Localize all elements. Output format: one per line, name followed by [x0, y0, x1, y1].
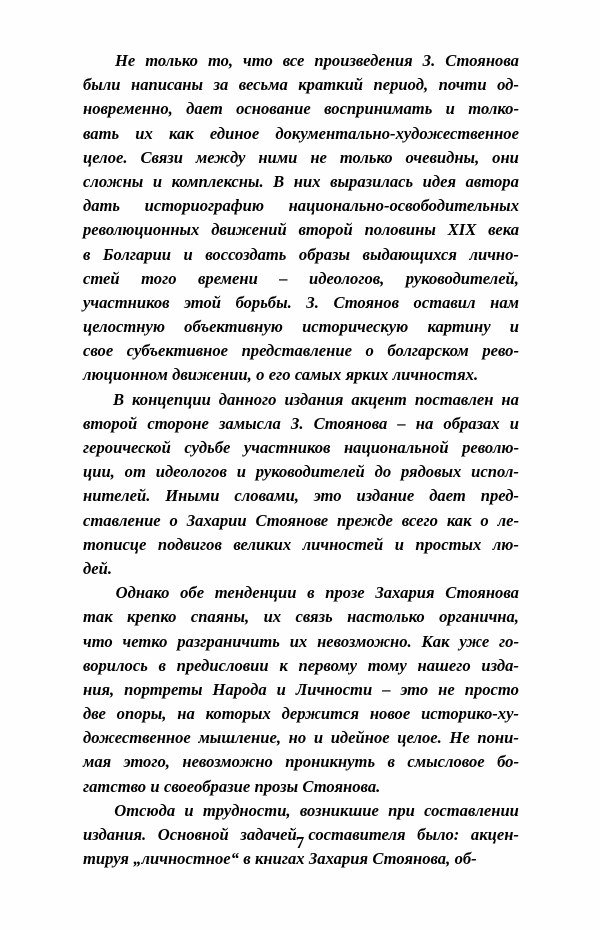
text-line	[83, 218, 519, 242]
word: только	[339, 147, 393, 167]
text-line	[83, 49, 519, 73]
word: времени	[197, 268, 258, 288]
word: на	[415, 413, 434, 433]
word: толко-	[468, 99, 519, 119]
word: нителей.	[83, 486, 151, 506]
word: Стоянова	[445, 51, 519, 70]
word: и	[509, 317, 519, 337]
word: лично-	[469, 244, 519, 264]
word: Болгарии	[102, 244, 172, 264]
word: руководителей	[255, 462, 365, 482]
word: вать	[83, 123, 120, 143]
word: того	[141, 268, 177, 288]
word: революционных	[83, 220, 200, 240]
word: гатство	[83, 776, 147, 796]
word: о	[480, 510, 489, 530]
word: до	[374, 462, 392, 482]
word: составлении	[424, 800, 519, 820]
word: –	[397, 413, 406, 433]
word: крепко	[127, 607, 177, 627]
word: идея	[422, 171, 457, 191]
word: национально-освободительных	[288, 196, 519, 216]
text-line	[83, 339, 519, 363]
word: этой	[184, 292, 222, 312]
word: издания	[284, 389, 344, 409]
word: трудности,	[202, 800, 291, 820]
text-line	[83, 750, 519, 774]
word: ния,	[83, 679, 115, 699]
word: весьма	[238, 75, 288, 95]
word: автора	[465, 171, 519, 191]
word: всего	[401, 510, 438, 530]
word: что	[243, 51, 273, 70]
word: простых	[415, 534, 482, 554]
word: новое	[369, 704, 411, 724]
word: стей	[83, 268, 120, 288]
word: Не	[449, 728, 470, 748]
word: Захарии	[186, 510, 247, 530]
word: как	[169, 123, 194, 143]
word: руководителей,	[405, 268, 519, 288]
word: Захария	[375, 583, 435, 603]
word: концепции	[132, 389, 211, 409]
word: „личностное“	[133, 849, 239, 869]
word: что	[83, 631, 113, 651]
first-line-indent	[83, 799, 105, 823]
word: воспринимать	[324, 99, 433, 119]
word: Отсюда	[114, 800, 176, 820]
word: Стоянова,	[372, 849, 451, 869]
word: В	[112, 389, 125, 409]
word: и	[236, 462, 246, 482]
word: невозможно	[182, 752, 273, 772]
word: задачей	[240, 825, 297, 844]
word: книгах	[254, 849, 305, 869]
word: участников	[243, 438, 331, 457]
word: личностях.	[392, 365, 479, 385]
text-line	[83, 702, 519, 726]
word: возникшие	[299, 800, 379, 820]
word: тенденции	[214, 583, 297, 603]
word: настолько	[347, 607, 425, 627]
word: своеобразие	[163, 776, 251, 796]
word: издания.	[83, 825, 147, 844]
text-line	[83, 581, 519, 605]
word: все	[282, 51, 305, 70]
word: века	[488, 220, 519, 240]
word: так	[83, 607, 113, 627]
word: это	[400, 679, 429, 699]
first-line-indent	[83, 581, 105, 605]
word: словами,	[234, 486, 299, 506]
word: и	[509, 413, 519, 433]
word: документально-художественное	[275, 123, 519, 143]
word: выразилась	[330, 171, 414, 191]
word: замысла	[218, 413, 281, 433]
word: составителя	[308, 825, 406, 844]
body-text	[83, 49, 519, 871]
word: З.	[422, 51, 436, 70]
word: го-	[499, 631, 519, 651]
word: Стоянове	[255, 510, 329, 530]
word: они	[492, 147, 519, 167]
word: целостную	[83, 317, 165, 337]
word: мышление,	[198, 728, 281, 748]
word: половины	[364, 220, 436, 240]
word: второй	[83, 413, 138, 433]
word: представление	[241, 341, 352, 361]
word: единое	[209, 123, 260, 143]
word: ними	[258, 147, 298, 167]
word: но	[288, 728, 307, 748]
page-number: 7	[295, 833, 305, 852]
word: картину	[427, 317, 491, 337]
word: участников	[83, 292, 170, 312]
word: ставление	[83, 510, 161, 530]
word: судьбе	[184, 438, 231, 457]
word: связь	[295, 607, 333, 627]
word: акцент	[351, 389, 407, 409]
text-line	[83, 194, 519, 218]
word: предисловии	[176, 655, 269, 675]
word: идеологов,	[309, 268, 385, 288]
word: в	[243, 849, 251, 869]
word: рево-	[482, 341, 519, 361]
word: их	[135, 123, 153, 143]
word: Основной	[157, 825, 229, 844]
word: и	[184, 800, 194, 820]
word: и	[445, 99, 455, 119]
word: данного	[218, 389, 277, 409]
word: на	[177, 704, 195, 724]
word: субъективное	[126, 341, 229, 361]
word: оставил	[413, 292, 476, 312]
word: это	[313, 486, 342, 506]
word: новременно,	[83, 99, 173, 119]
word: в	[83, 244, 91, 264]
word: тописце	[83, 534, 147, 554]
word: издание	[356, 486, 415, 506]
word: сложны	[83, 171, 144, 191]
first-line-indent	[83, 49, 105, 73]
word: между	[195, 147, 246, 167]
text-line	[83, 73, 519, 97]
word: образы	[298, 244, 351, 264]
word: спаяны,	[190, 607, 250, 627]
text-line	[83, 436, 519, 460]
word: Стоянова	[313, 413, 388, 433]
word: движений	[211, 220, 287, 240]
word: изда-	[481, 655, 519, 675]
word: пред-	[480, 486, 519, 506]
word: люционном	[83, 365, 168, 385]
word: их	[263, 607, 282, 627]
word: и	[394, 534, 404, 554]
word: четко	[122, 631, 168, 651]
word: опоры,	[116, 704, 167, 724]
text-line	[83, 291, 519, 315]
word: дает	[429, 486, 466, 506]
word: первому	[298, 655, 357, 675]
word: стороне	[147, 413, 209, 433]
word: невозможно.	[317, 631, 412, 651]
word: за	[213, 75, 229, 95]
text-line	[83, 243, 519, 267]
word: о	[169, 510, 178, 530]
text-line	[83, 170, 519, 194]
text-line	[83, 146, 519, 170]
word: держится	[281, 704, 359, 724]
word: нашего	[417, 655, 471, 675]
word: и	[313, 728, 324, 748]
word: о	[256, 365, 265, 385]
word: борьбы.	[235, 292, 292, 312]
word: Связи	[140, 147, 183, 167]
word: очевидны,	[405, 147, 480, 167]
word: в	[307, 583, 315, 603]
word: целое.	[397, 728, 442, 748]
word: объективную	[184, 317, 283, 337]
word: историко-ху-	[421, 704, 519, 724]
text-line	[83, 605, 519, 629]
word: подвигов	[157, 534, 222, 554]
word: в	[387, 752, 395, 772]
word: Иными	[165, 486, 220, 506]
word: портреты	[124, 679, 203, 699]
text-line	[83, 654, 519, 678]
word: краткий	[298, 75, 364, 95]
word: Не	[114, 51, 136, 70]
word: написаны	[131, 75, 203, 95]
text-line	[83, 460, 519, 484]
word: были	[83, 75, 121, 95]
word: Народа	[212, 679, 267, 699]
word: поставлен	[414, 389, 494, 409]
word: и	[152, 171, 163, 191]
word: Однако	[115, 583, 170, 603]
word: бо-	[497, 752, 519, 772]
word: и	[276, 679, 286, 699]
word: и	[183, 244, 193, 264]
word: национальной	[343, 438, 449, 457]
word: этого,	[123, 752, 170, 772]
text-line	[83, 484, 519, 508]
word: как	[446, 510, 472, 530]
text-line	[83, 678, 519, 702]
word: выдающихся	[362, 244, 457, 264]
word: ярких	[345, 365, 389, 385]
text-line	[83, 122, 519, 146]
word: второй	[298, 220, 353, 240]
paragraph	[83, 581, 519, 799]
word: дать	[83, 196, 121, 216]
word: тируя	[83, 849, 129, 869]
word: смысловое	[407, 752, 485, 772]
word: об-	[454, 849, 477, 869]
word: и	[150, 776, 160, 796]
paragraph	[83, 49, 519, 388]
word: разграничить	[177, 631, 280, 651]
word: просто	[464, 679, 519, 699]
word: не	[438, 679, 455, 699]
word: проникнуть	[285, 752, 376, 772]
text-line	[83, 315, 519, 339]
word: обе	[180, 583, 205, 603]
word: великих	[233, 534, 292, 554]
text-line	[83, 533, 519, 557]
word: две	[83, 704, 106, 724]
word: произведения	[314, 51, 413, 70]
word: од-	[497, 75, 519, 95]
word: ции,	[83, 462, 115, 482]
word: Как	[421, 631, 450, 651]
word: идеологов	[155, 462, 227, 482]
word: от	[124, 462, 146, 482]
word: то,	[207, 51, 234, 70]
word: тому	[367, 655, 407, 675]
word: свое	[83, 341, 114, 361]
word: прозы	[254, 776, 299, 796]
word: период,	[373, 75, 429, 95]
word: З.	[290, 413, 304, 433]
word: только	[145, 51, 198, 70]
word: XIX	[447, 220, 477, 240]
word: основание	[236, 99, 311, 119]
word: Стоянова	[445, 583, 519, 603]
text-line	[83, 775, 519, 799]
word: болгарском	[387, 341, 469, 361]
word: акцен-	[470, 825, 519, 844]
word: нам	[490, 292, 519, 312]
word: почти	[438, 75, 487, 95]
text-line	[83, 557, 519, 581]
text-line	[83, 630, 519, 654]
word: идейное	[330, 728, 390, 748]
text-line	[83, 726, 519, 750]
word: к	[279, 655, 288, 675]
word: ворилось	[83, 655, 148, 675]
word: целое.	[83, 147, 128, 167]
word: –	[279, 268, 288, 288]
word: органична,	[439, 607, 519, 627]
word: рядовых	[400, 462, 462, 482]
word: револю-	[462, 438, 519, 457]
word: Стоянова.	[302, 776, 381, 796]
word: ле-	[497, 510, 519, 530]
word: личностей	[302, 534, 384, 554]
text-line	[83, 509, 519, 533]
word: в	[158, 655, 166, 675]
paragraph	[83, 388, 519, 582]
word: них	[293, 171, 321, 191]
word: прежде	[337, 510, 393, 530]
word: было:	[417, 825, 460, 844]
word: пони-	[477, 728, 519, 748]
word: В	[273, 171, 285, 191]
word: воссоздать	[205, 244, 287, 264]
word: героической	[83, 438, 171, 457]
word: самых	[294, 365, 342, 385]
word: которых	[205, 704, 271, 724]
word: испол-	[471, 462, 519, 482]
text-line	[83, 267, 519, 291]
word: дожественное	[83, 728, 191, 748]
word: З.	[306, 292, 319, 312]
word: мая	[83, 752, 112, 772]
word: историографию	[144, 196, 264, 216]
first-line-indent	[83, 388, 105, 412]
word: комплексны.	[171, 171, 264, 191]
word: уже	[459, 631, 490, 651]
word: о	[365, 341, 374, 361]
word: дает	[186, 99, 223, 119]
word: лю-	[492, 534, 519, 554]
word: Захария	[308, 849, 369, 869]
word: –	[382, 679, 391, 699]
text-line	[83, 363, 519, 387]
text-line	[83, 97, 519, 121]
word: движении,	[172, 365, 252, 385]
word: Личности	[295, 679, 373, 699]
word: дей.	[83, 558, 112, 578]
word: их	[289, 631, 308, 651]
word: на	[501, 389, 519, 409]
word: историческую	[302, 317, 409, 337]
word: прозе	[325, 583, 365, 603]
word: Стоянов	[333, 292, 399, 312]
word: при	[388, 800, 415, 820]
word: его	[268, 365, 291, 385]
word: не	[310, 147, 327, 167]
text-line	[83, 388, 519, 412]
text-line	[83, 412, 519, 436]
text-line	[83, 799, 519, 823]
word: образах	[443, 413, 500, 433]
